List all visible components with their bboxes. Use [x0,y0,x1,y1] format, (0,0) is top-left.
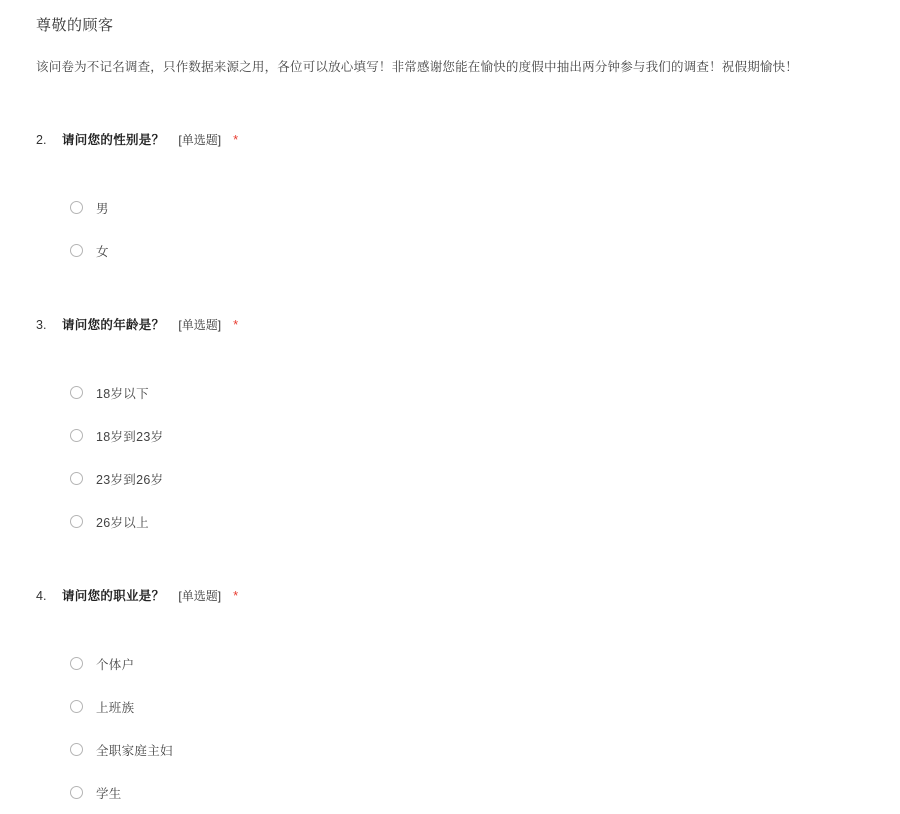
option-label: 全职家庭主妇 [96,743,173,758]
question-title: 请问您的职业是？ [62,589,165,603]
option-list [0,642,900,814]
page-title: 尊敬的顾客 [36,17,114,34]
option-label: 学生 [96,786,122,801]
radio-option[interactable] [70,642,900,685]
question-title: 请问您的年龄是？ [62,318,165,332]
option-label: 上班族 [96,700,135,715]
option-label: 个体户 [96,657,135,672]
required-marker: * [233,588,239,603]
option-label: 26岁以上 [96,515,149,530]
radio-option[interactable] [70,500,900,543]
spacer [0,543,900,586]
question-number: 2. [36,133,47,147]
radio-icon[interactable] [70,743,83,756]
option-label: 18岁以下 [96,386,149,401]
question-title: 请问您的性别是？ [62,133,165,147]
option-label: 18岁到23岁 [96,429,164,444]
radio-icon[interactable] [70,472,83,485]
required-marker: * [233,132,239,147]
question-number: 3. [36,318,47,332]
question-type-label: [单选题] [178,318,222,332]
radio-option[interactable] [70,685,900,728]
option-label: 男 [96,201,109,216]
question-header [0,315,900,345]
radio-option[interactable] [70,229,900,272]
radio-icon[interactable] [70,515,83,528]
option-list [0,371,900,543]
radio-icon[interactable] [70,700,83,713]
question-block [0,130,900,272]
question-block [0,315,900,543]
question-header [0,586,900,616]
radio-icon[interactable] [70,429,83,442]
radio-icon[interactable] [70,786,83,799]
question-list [0,130,900,814]
radio-option[interactable] [70,771,900,814]
spacer [0,272,900,315]
question-type-label: [单选题] [178,133,222,147]
radio-option[interactable] [70,457,900,500]
question-block [0,586,900,814]
radio-icon[interactable] [70,657,83,670]
option-list [0,186,900,272]
radio-option[interactable] [70,728,900,771]
option-label: 23岁到26岁 [96,472,164,487]
radio-icon[interactable] [70,201,83,214]
question-header [0,130,900,160]
radio-icon[interactable] [70,244,83,257]
radio-icon[interactable] [70,386,83,399]
question-number: 4. [36,589,47,603]
question-type-label: [单选题] [178,589,222,603]
radio-option[interactable] [70,414,900,457]
required-marker: * [233,317,239,332]
option-label: 女 [96,244,109,259]
radio-option[interactable] [70,186,900,229]
survey-description: 该问卷为不记名调查，只作数据来源之用，各位可以放心填写！非常感谢您能在愉快的度假中抽出两分钟参与我们的调查！祝假期愉快！ [36,60,799,74]
radio-option[interactable] [70,371,900,414]
